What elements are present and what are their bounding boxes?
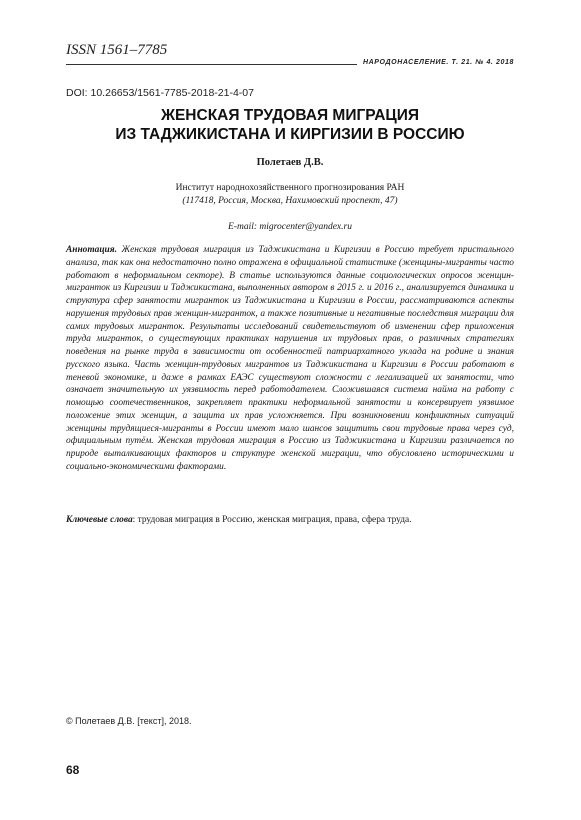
page-number: 68 [66, 763, 80, 777]
abstract-label: Аннотация. [66, 245, 117, 255]
keywords-label: Ключевые слова [66, 515, 133, 525]
issn-label: ISSN 1561–7785 [66, 42, 168, 58]
journal-running-head: НАРОДОНАСЕЛЕНИЕ. Т. 21. № 4. 2018 [357, 59, 514, 66]
copyright-notice: © Полетаев Д.В. [текст], 2018. [66, 716, 192, 726]
article-title [66, 106, 514, 144]
article-title-line-1: ЖЕНСКАЯ ТРУДОВАЯ МИГРАЦИЯ [160, 107, 420, 124]
institute-address: (117418, Россия, Москва, Нахимовский проспект, 47) [182, 196, 398, 206]
article-title-line-2: ИЗ ТАДЖИКИСТАНА И КИРГИЗИИ В РОССИЮ [115, 126, 465, 143]
abstract-text: Женская трудовая миграция из Таджикистана и Киргизии в Россию требует пристального анализа, так как она недостаточно полно отражена в официальной статистике (женщины-мигранты часто работают в неформальном секторе). В статье используются данные социологических опросов женщин-мигранток из Киргизии и Таджикистана, выполненных автором в 2015 г. и 2016 г., анализируется динамика и структура сфер занятости мигранток из Таджикистана и Киргизии в России, рассматриваются аспекты нарушения трудовых прав женщин-мигранток, а также позитивные и негативные последствия миграции для самих трудовых мигранток. Результаты исследований свидетельствуют об изменении сфер приложения труда мигранток, о существующих практиках нарушения их трудовых прав, о различных стратегиях поведения на рынке труда в зависимости от особенностей патриархатного уклада на родине и знания русского языка. Часть женщин-трудовых мигрантов из Таджикистана и Киргизии в России работают в теневой экономике, и даже в рамках ЕАЭС существуют сложности с легализацией их занятости, что означает значительную их уязвимость перед работодателем. Сложившаяся система найма на работу с помощью соотечественников, закрепляет практики неформальной занятости и консервирует уязвимое положение этих женщин, а защита их прав усложняется. При возникновении конфликтных ситуаций женщины трудящиеся-мигранты в России имеют мало шансов защитить свои трудовые права через суд, официальным путём. Женская трудовая миграция в Россию из Таджикистана и Киргизии различается по природе выталкивающих факторов и структуре женской миграции, что обусловлено историческими и социально-экономическими факторами. [66, 245, 514, 472]
institute-name: Институт народнохозяйственного прогнозирования РАН [175, 183, 405, 193]
author-email: E-mail: migrocenter@yandex.ru [228, 222, 352, 232]
author-affiliation [66, 182, 514, 208]
author-name: Полетаев Д.В. [256, 157, 324, 168]
keywords [66, 514, 514, 527]
abstract [66, 244, 514, 474]
doi: DOI: 10.26653/1561-7785-2018-21-4-07 [66, 87, 254, 99]
keywords-text: : трудовая миграция в Россию, женская миграция, права, сфера труда. [132, 515, 412, 525]
